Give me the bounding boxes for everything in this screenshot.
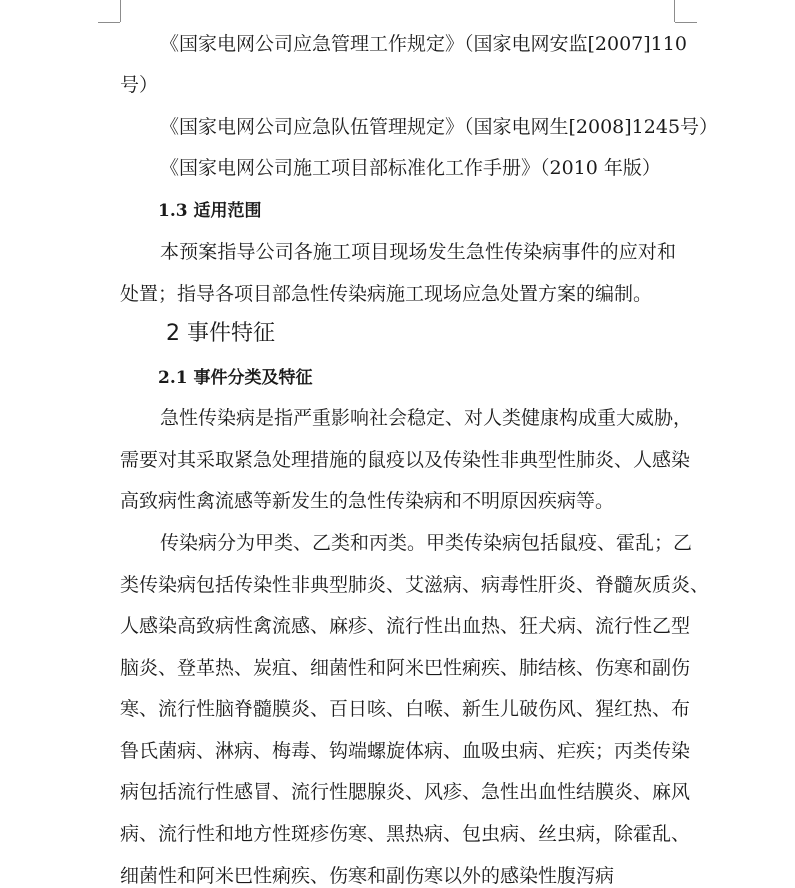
- section-heading-2-1: 2.1 事件分类及特征: [158, 368, 313, 388]
- paragraph-line: 处置；指导各项目部急性传染病施工现场应急处置方案的编制。: [120, 283, 653, 305]
- reference-line-3: 《国家电网公司施工项目部标准化工作手册》（2010 年版）: [160, 157, 661, 179]
- paragraph-line: 脑炎、登革热、炭疽、细菌性和阿米巴性痢疾、肺结核、伤寒和副伤: [120, 657, 691, 679]
- paragraph-line-clipped: 细菌性和阿米巴性痢疾、伤寒和副伤寒以外的感染性腹泻病: [120, 865, 615, 887]
- section-heading-1-3: 1.3 适用范围: [158, 201, 262, 221]
- paragraph-line: 类传染病包括传染性非典型肺炎、艾滋病、病毒性肝炎、脊髓灰质炎、: [120, 574, 710, 596]
- paragraph-line: 人感染高致病性禽流感、麻疹、流行性出血热、狂犬病、流行性乙型: [120, 615, 691, 637]
- crop-mark-left-vertical: [120, 0, 121, 22]
- reference-line-2: 《国家电网公司应急队伍管理规定》（国家电网生[2008]1245号）: [160, 116, 719, 138]
- paragraph-line: 高致病性禽流感等新发生的急性传染病和不明原因疾病等。: [120, 490, 615, 512]
- crop-mark-right-vertical: [674, 0, 675, 22]
- reference-line-1-cont: 号）: [120, 74, 159, 96]
- paragraph-line: 本预案指导公司各施工项目现场发生急性传染病事件的应对和: [160, 241, 676, 263]
- paragraph-line: 急性传染病是指严重影响社会稳定、对人类健康构成重大威胁，: [160, 407, 693, 429]
- chapter-heading-2: 2 事件特征: [166, 321, 275, 346]
- paragraph-line: 病包括流行性感冒、流行性腮腺炎、风疹、急性出血性结膜炎、麻风: [120, 781, 691, 803]
- paragraph-line: 传染病分为甲类、乙类和丙类。甲类传染病包括鼠疫、霍乱；乙: [160, 532, 693, 554]
- paragraph-line: 需要对其采取紧急处理措施的鼠疫以及传染性非典型性肺炎、人感染: [120, 449, 691, 471]
- paragraph-line: 病、流行性和地方性斑疹伤寒、黑热病、包虫病、丝虫病，除霍乱、: [120, 823, 691, 845]
- paragraph-line: 寒、流行性脑脊髓膜炎、百日咳、白喉、新生儿破伤风、猩红热、布: [120, 698, 691, 720]
- paragraph-line: 鲁氏菌病、淋病、梅毒、钩端螺旋体病、血吸虫病、疟疾；丙类传染: [120, 740, 691, 762]
- reference-line-1: 《国家电网公司应急管理工作规定》（国家电网安监[2007]110: [160, 33, 687, 55]
- crop-mark-left-horizontal: [98, 22, 120, 23]
- crop-mark-right-horizontal: [675, 22, 697, 23]
